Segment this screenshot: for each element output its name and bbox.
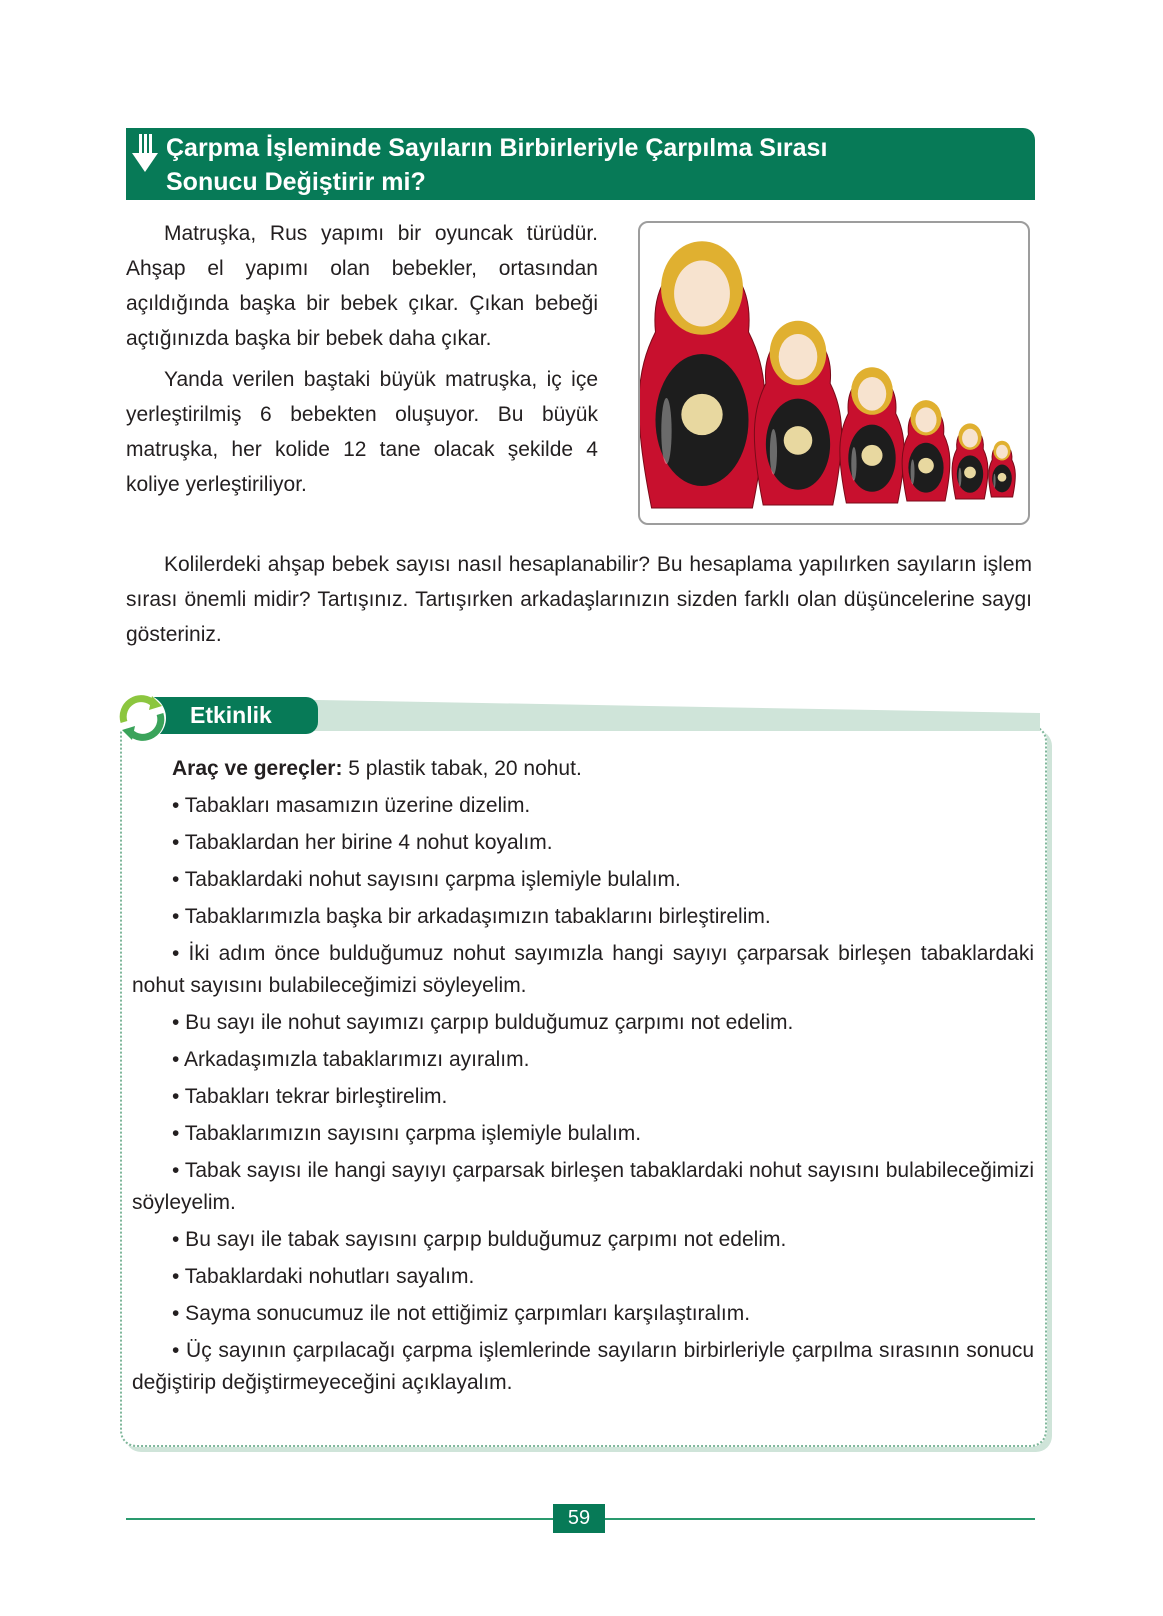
section-title-line2: Sonucu Değiştirir mi? (166, 168, 426, 196)
matryoshka-photo (638, 221, 1030, 525)
activity-step: • Bu sayı ile nohut sayımızı çarpıp bulduğumuz çarpımı not edelim. (172, 1011, 794, 1034)
down-arrow-icon (130, 134, 160, 174)
matryoshka-doll (754, 321, 841, 505)
activity-step: • Bu sayı ile tabak sayısını çarpıp bulduğumuz çarpımı not edelim. (172, 1228, 787, 1251)
activity-step: • Üç sayının çarpılacağı çarpma işlemlerinde sayıların birbirleriyle çarpılma sırasının sonucu değiştirip değiştirmeyeceğini açıklayalım. (132, 1339, 1034, 1394)
section-title-line1: Çarpma İşleminde Sayıların Birbirleriyle Çarpılma Sırası (166, 134, 828, 162)
discussion-question: Kolilerdeki ahşap bebek sayısı nasıl hesaplanabilir? Bu hesaplama yapılırken sayıların işlem sırası önemli midir? Tartışınız. Tartışırken arkadaşlarınızın sizden farklı olan düşüncelerine saygı gösteriniz. (126, 553, 1032, 646)
materials-line (132, 753, 1034, 785)
activity-step: • Arkadaşımızla tabaklarımızı ayıralım. (172, 1048, 530, 1071)
matryoshka-dolls-illustration (640, 223, 1028, 523)
matryoshka-doll (640, 241, 765, 508)
activity-step: • Sayma sonucumuz ile not ettiğimiz çarpımları karşılaştıralım. (172, 1302, 751, 1325)
activity-step: • Tabaklarımızın sayısını çarpma işlemiyle bulalım. (172, 1122, 642, 1145)
recycle-arrows-icon (116, 692, 168, 744)
activity-step: • İki adım önce bulduğumuz nohut sayımızla hangi sayıyı çarparsak birleşen tabaklardaki nohut sayısını bulabileceğimizi söyleyelim. (132, 942, 1034, 997)
activity-step: • Tabaklarımızla başka bir arkadaşımızın tabaklarını birleştirelim. (172, 905, 771, 928)
activity-body (132, 753, 1034, 1404)
footer-rule-left (126, 1518, 553, 1520)
section-title (166, 131, 827, 199)
activity-step: • Tabakları tekrar birleştirelim. (172, 1085, 448, 1108)
activity-step: • Tabaklardaki nohutları sayalım. (172, 1265, 475, 1288)
activity-label (146, 697, 318, 734)
materials-label: Araç ve gereçler: (172, 757, 343, 780)
activity-step: • Tabak sayısı ile hangi sayıyı çarparsak birleşen tabaklardaki nohut sayısını bulabileceğimizi söyleyelim. (132, 1159, 1034, 1214)
section-title-bar (126, 128, 1035, 200)
matryoshka-doll (989, 441, 1016, 497)
activity-step: • Tabakları masamızın üzerine dizelim. (172, 794, 531, 817)
materials-value: 5 plastik tabak, 20 nohut. (342, 757, 582, 780)
matryoshka-doll (840, 367, 904, 503)
intro-paragraph-2: Yanda verilen baştaki büyük matruşka, iç içe yerleştirilmiş 6 bebekten oluşuyor. Bu büyük matruşka, her kolide 12 tane olacak şekilde 4 koliye yerleştiriliyor. (126, 368, 598, 496)
intro-paragraph-1: Matruşka, Rus yapımı bir oyuncak türüdür. Ahşap el yapımı olan bebekler, ortasından açıldığında başka bir bebek çıkar. Çıkan bebeği açtığınızda başka bir bebek daha çıkar. (126, 222, 598, 350)
page-number: 59 (553, 1504, 605, 1533)
matryoshka-doll (952, 423, 988, 499)
activity-step: • Tabaklardaki nohut sayısını çarpma işlemiyle bulalım. (172, 868, 681, 891)
activity-label-text: Etkinlik (190, 702, 272, 728)
matryoshka-doll (902, 400, 950, 501)
intro-text (126, 216, 598, 508)
activity-step: • Tabaklardan her birine 4 nohut koyalım. (172, 831, 553, 854)
footer-rule-right (605, 1518, 1035, 1520)
